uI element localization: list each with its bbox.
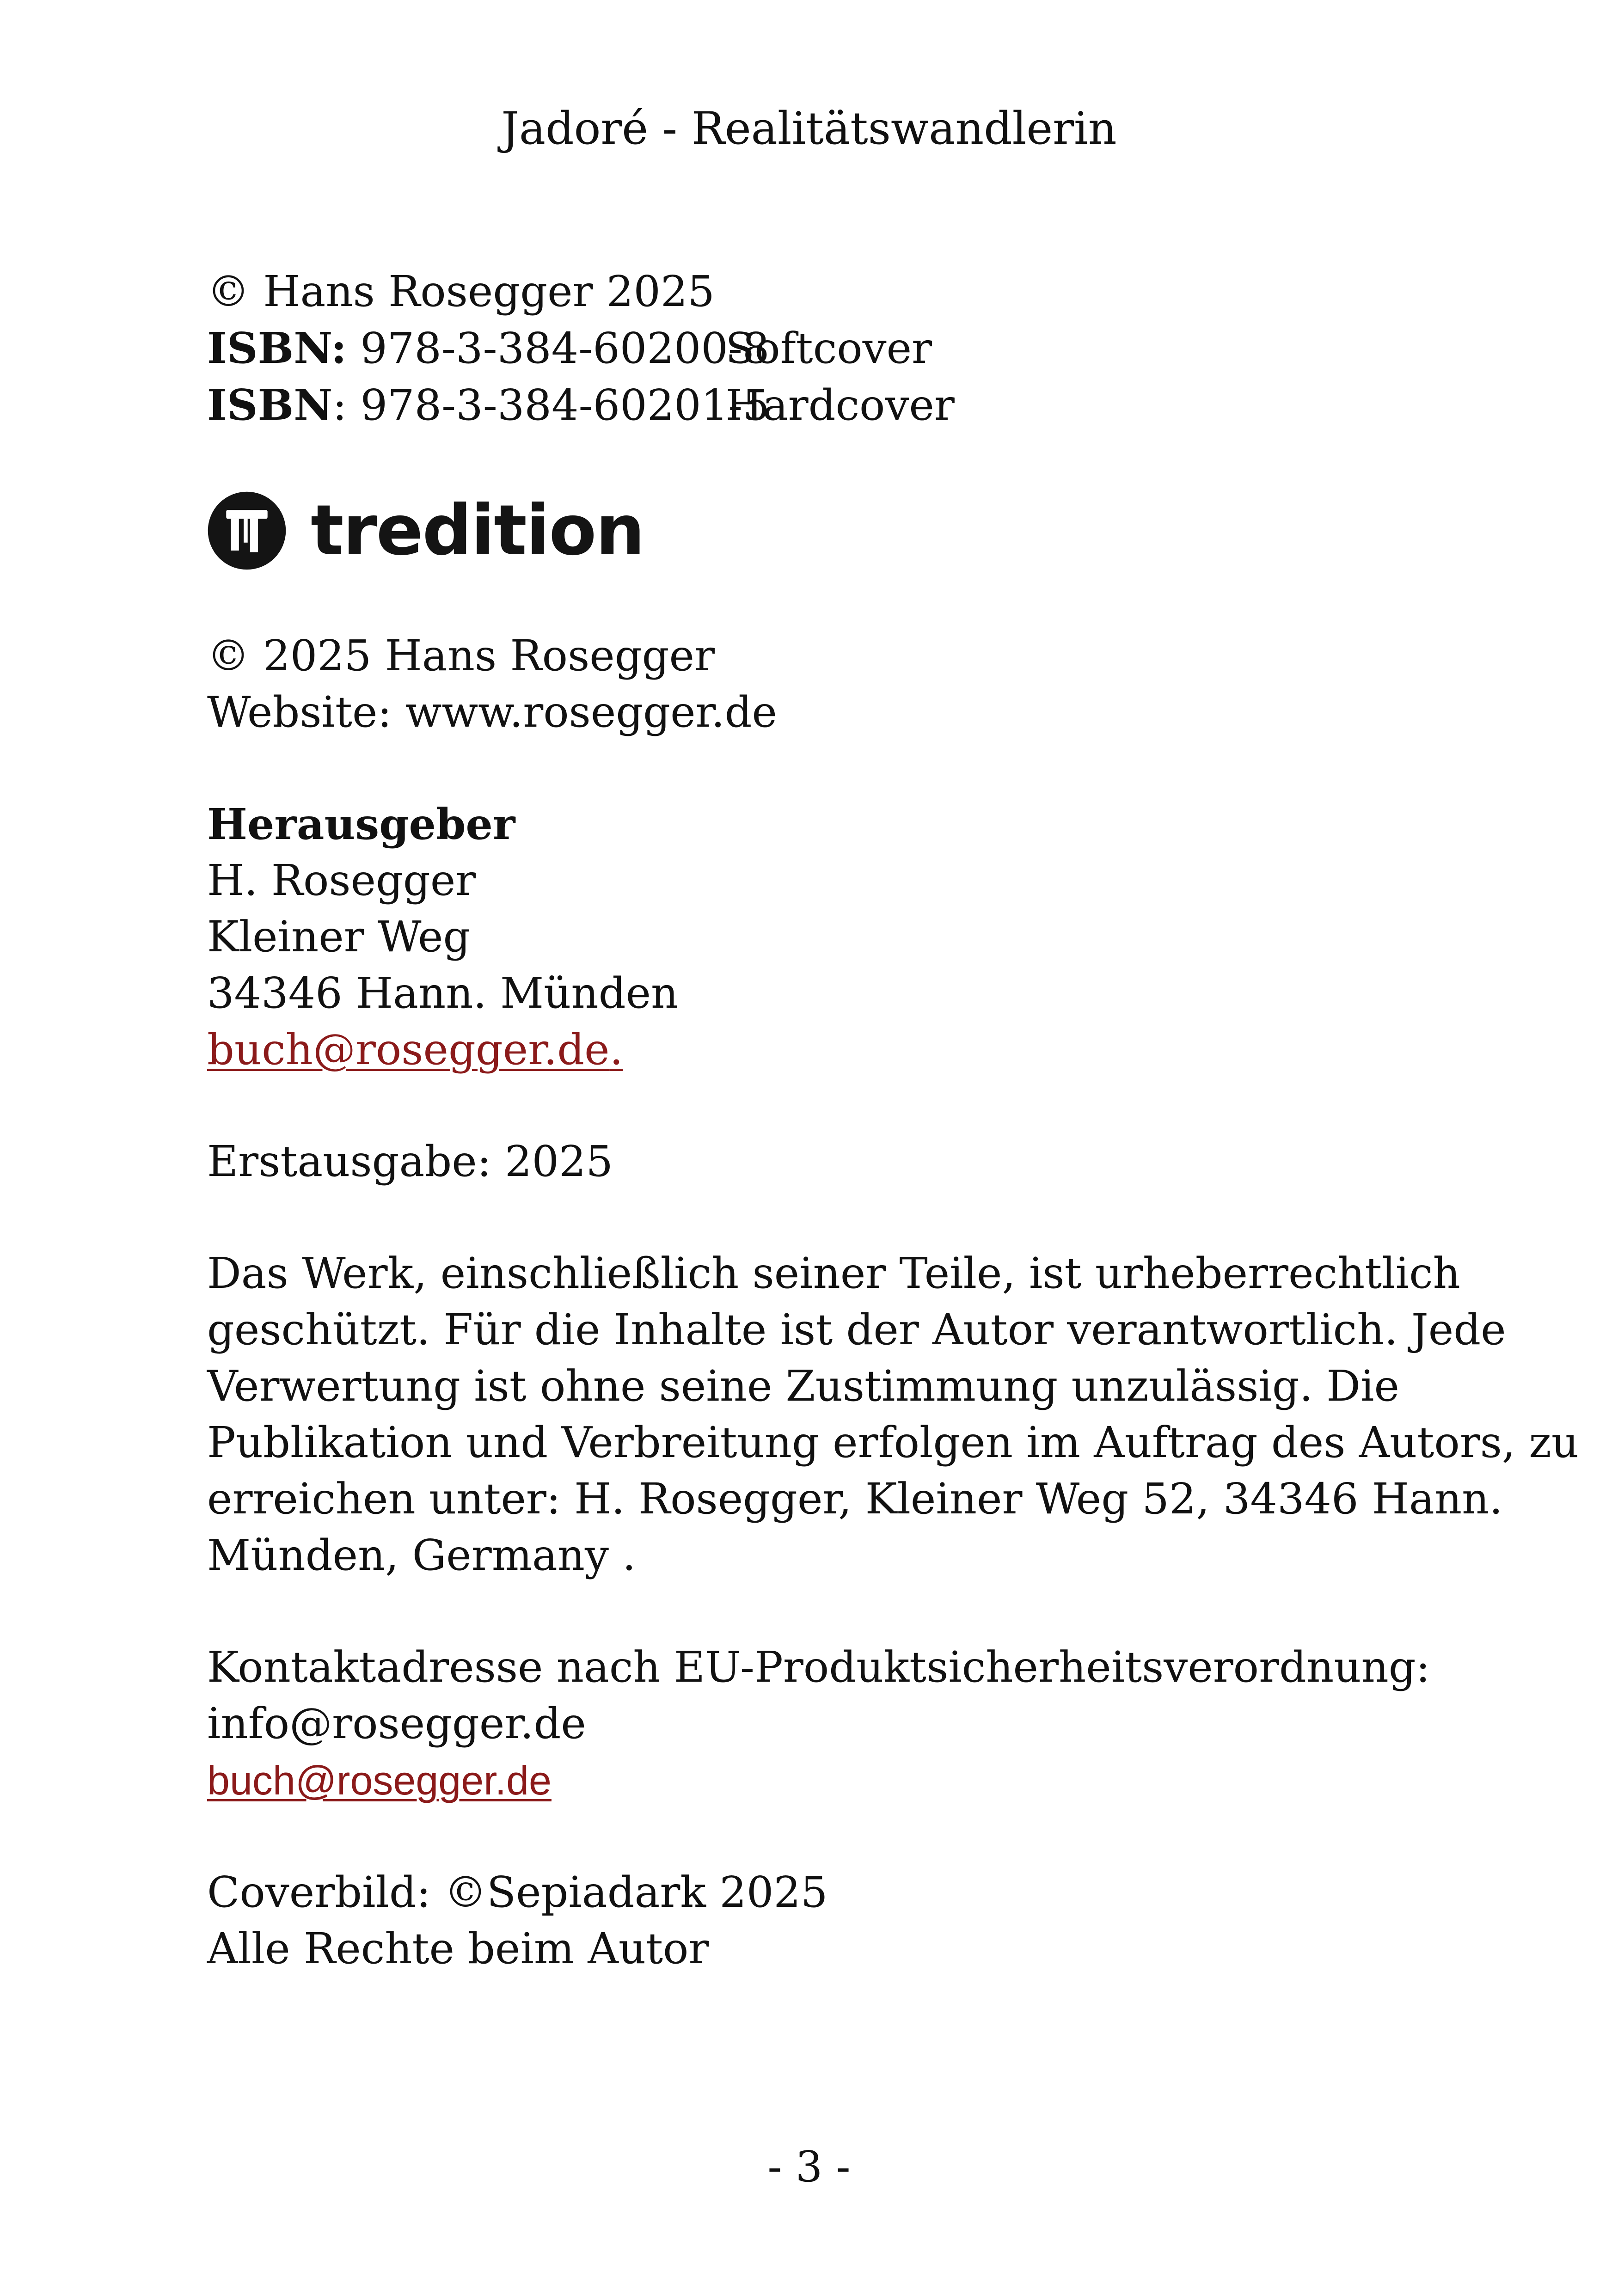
publisher-street: Kleiner Weg [207,912,471,961]
isbn-format: Hardcover [725,380,955,430]
legal-line: erreichen unter: H. Rosegger, Kleiner Weg 52, 34346 Hann. [207,1474,1503,1524]
contact-email-plain: info@rosegger.de [207,1699,586,1748]
publisher-heading: Herausgeber [207,799,515,849]
tredition-wordmark: tredition [311,490,644,571]
isbn-label: ISBN [207,380,333,430]
copyright-line: © Hans Rosegger 2025 [207,267,715,316]
running-header: Jadoré - Realitätswandlerin [501,103,1117,154]
isbn-number: 978-3-384-60200-8 [360,324,770,373]
isbn-number: 978-3-384-60201-5 [360,380,770,430]
copyright-line-2: © 2025 Hans Rosegger [207,631,715,680]
first-edition: Erstausgabe: 2025 [207,1137,613,1186]
legal-line: Das Werk, einschließlich seiner Teile, ist urheberrechtlich [207,1249,1460,1298]
imprint-content [207,263,1579,1977]
page-number: - 3 - [767,2142,851,2192]
isbn-colon: : [332,380,347,430]
tredition-logo-icon [207,491,287,570]
contact-label: Kontaktadresse nach EU-Produktsicherheitsverordnung: [207,1642,1430,1692]
isbn-softcover-line [207,320,1455,377]
contact-email-link[interactable]: buch@rosegger.de [207,1757,552,1803]
legal-line: Münden, Germany . [207,1531,636,1580]
publisher-city: 34346 Hann. Münden [207,968,679,1018]
publisher-email-line [207,1022,1455,1078]
publisher-email-suffix: . [609,1025,623,1074]
rights-line: Alle Rechte beim Autor [207,1924,709,1973]
cover-credit: Coverbild: ©Sepiadark 2025 [207,1867,828,1917]
legal-line: geschützt. Für die Inhalte ist der Autor verantwortlich. Jede [207,1305,1506,1354]
contact-email-line [207,1752,1455,1809]
legal-line: Verwertung ist ohne seine Zustimmung unzulässig. Die [207,1361,1399,1411]
website-line: Website: www.rosegger.de [207,687,777,737]
publisher-name: H. Rosegger [207,856,476,905]
publisher-email-link[interactable]: buch@rosegger.de [207,1025,610,1074]
isbn-format: Softcover [725,324,932,373]
isbn-label: ISBN: [207,323,347,373]
legal-line: Publikation und Verbreitung erfolgen im Auftrag des Autors, zu [207,1418,1579,1467]
isbn-hardcover-line [207,377,1455,434]
tredition-logo [207,489,1455,572]
